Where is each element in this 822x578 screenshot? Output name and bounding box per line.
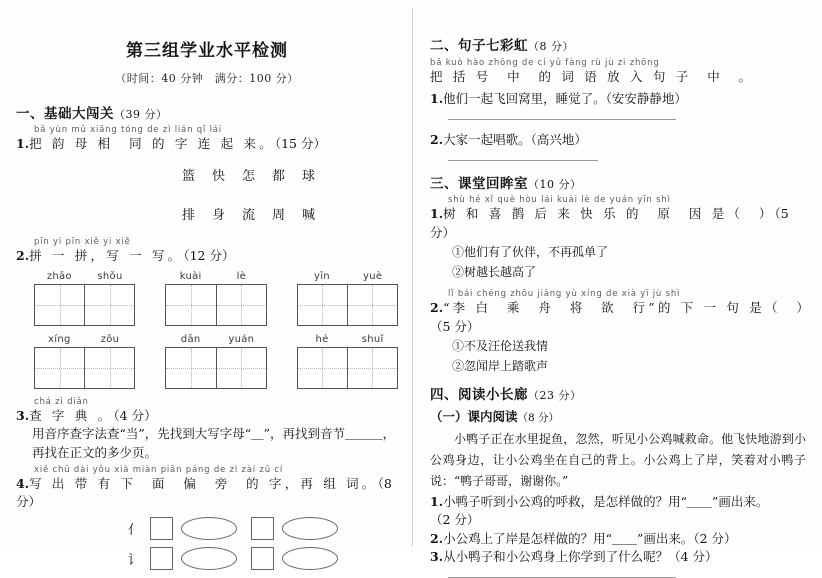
right-column xyxy=(412,0,822,564)
answer-line[interactable] xyxy=(448,160,598,161)
section-one-points: （39 分） xyxy=(114,108,168,121)
q2-pinyin: pīn yi pīn xiě yi xiě xyxy=(34,237,131,248)
section-three-title: 三、课堂回眸室 xyxy=(430,176,528,193)
section-one-heading xyxy=(16,102,398,122)
section-two-item-1 xyxy=(430,90,806,108)
writing-grid-row-1 xyxy=(34,271,398,326)
tianzi-cell[interactable] xyxy=(347,348,397,388)
item-points: （4 分） xyxy=(668,548,718,564)
q4-line xyxy=(16,475,398,511)
tianzi-cell[interactable] xyxy=(216,348,266,388)
radical-answer-block xyxy=(16,517,398,570)
writing-grid-1[interactable] xyxy=(34,271,135,326)
writing-grid-2[interactable] xyxy=(165,271,266,326)
writing-grid-1-labels xyxy=(34,271,135,284)
writing-grid-5-labels xyxy=(165,334,266,347)
reading-question-2 xyxy=(430,530,806,548)
syllable: lè xyxy=(236,271,247,283)
item-points: （2 分） xyxy=(430,512,480,528)
syllable: dān xyxy=(180,334,201,346)
tianzige[interactable] xyxy=(34,284,135,326)
section-three-points: （10 分） xyxy=(528,178,582,192)
q3-pinyin: chá zì diǎn xyxy=(34,397,89,408)
section-two-title: 二、句子七彩虹 xyxy=(430,38,528,54)
q3-number: 3. xyxy=(16,408,30,424)
page-subtitle: （时间：40 分钟 满分：100 分） xyxy=(115,72,299,85)
left-column xyxy=(0,0,412,568)
item-points: （2 分） xyxy=(693,530,737,546)
item-number: 2. xyxy=(430,132,444,148)
option-item[interactable]: ②树越长越高了 xyxy=(452,265,537,280)
q3-body-line-2: 再找在正文的多少页。 xyxy=(32,444,158,460)
character-box[interactable] xyxy=(251,547,274,570)
word-oval[interactable] xyxy=(181,547,237,570)
section-four-points: （23 分） xyxy=(528,389,582,403)
section-three-q1 xyxy=(430,205,806,241)
q4-number: 4. xyxy=(16,475,30,491)
item-text: 他们一起飞回窝里，睡觉了。（安安静静地） xyxy=(443,91,687,107)
item-text: 从小鸭子和小公鸡身上你学到了什么呢？ xyxy=(443,548,669,564)
tianzige[interactable] xyxy=(165,347,266,389)
radical-label-ren: 亻 xyxy=(127,522,141,538)
writing-grid-3-labels xyxy=(297,271,398,284)
tianzige[interactable] xyxy=(165,284,266,326)
tianzi-cell[interactable] xyxy=(84,285,134,325)
item-number: 1. xyxy=(430,206,444,222)
syllable: zǒu xyxy=(100,334,120,346)
item-text: 大家一起唱歌。（高兴地） xyxy=(443,132,587,148)
tianzi-cell[interactable] xyxy=(84,348,134,388)
section-three-heading xyxy=(430,172,806,192)
item-text[interactable]: 树 和 喜 鹊 后 来 快 乐 的 原 因 是（ ） xyxy=(443,206,775,222)
tianzige[interactable] xyxy=(297,347,398,389)
writing-grid-4-labels xyxy=(34,334,135,347)
q4-text: 写 出 带 有 下 面 偏 旁 的 字，再 组 词。 xyxy=(29,475,378,491)
writing-grid-3[interactable] xyxy=(297,271,398,326)
item-number: 1. xyxy=(430,494,444,510)
character-box[interactable] xyxy=(150,547,173,570)
option-item[interactable]: ①他们有了伙伴，不再孤单了 xyxy=(452,244,609,259)
word-oval[interactable] xyxy=(181,517,237,540)
item-points: （5 分） xyxy=(430,318,480,334)
answer-line[interactable] xyxy=(448,119,676,120)
section-two-pinyin: bǎ kuò hào zhōng de cí yǔ fàng rù jù zi zhōng xyxy=(430,58,660,68)
syllable: yuán xyxy=(228,334,255,346)
item-number: 2. xyxy=(430,300,444,316)
section-two-item-2 xyxy=(430,131,806,149)
rhyme-row-bottom[interactable]: 排身流周喊 xyxy=(181,208,332,224)
q1-line xyxy=(16,135,398,153)
syllable: zhāo xyxy=(46,271,72,283)
tianzi-cell[interactable] xyxy=(166,348,215,388)
writing-grid-block xyxy=(16,271,398,389)
section-two-prompt: 把 括 号 中 的 词 语 放 入 句 子 中 。 xyxy=(430,69,755,84)
section-four-heading xyxy=(430,383,806,403)
tianzige[interactable] xyxy=(34,347,135,389)
writing-grid-5[interactable] xyxy=(165,334,266,389)
page-title: 第三组学业水平检测 xyxy=(126,41,288,61)
section-three-q2-pinyin: lǐ bái chéng zhōu jiāng yù xíng de xià yī jù shì xyxy=(448,289,681,300)
section-two-heading xyxy=(430,34,806,54)
radical-label-yan: 讠 xyxy=(127,552,141,568)
q4-pinyin: xiě chū dài yǒu xià miàn piān páng de zì zài zǔ cí xyxy=(34,464,284,475)
item-points: （5 分） xyxy=(430,206,789,240)
section-four-sub-title: （一）课内阅读 xyxy=(430,409,518,425)
reading-question-3 xyxy=(430,548,806,566)
section-three-q1-pinyin: shù hé xǐ què hòu lái kuài lè de yuán yīn shì xyxy=(448,195,671,206)
q1-pinyin: bǎ yùn mǔ xiāng tóng de zì lián qǐ lái xyxy=(34,125,222,135)
q4-points: （8 分） xyxy=(16,475,392,509)
tianzige[interactable] xyxy=(297,284,398,326)
section-four-sub-points: （8 分） xyxy=(517,412,560,425)
q2-points: （12 分） xyxy=(183,248,235,264)
word-oval[interactable] xyxy=(282,547,338,570)
q1-number: 1. xyxy=(16,136,30,151)
tianzi-cell[interactable] xyxy=(347,285,397,325)
section-two-points: （8 分） xyxy=(528,40,574,53)
character-box[interactable] xyxy=(150,517,173,540)
q2-number: 2. xyxy=(16,248,30,264)
word-oval[interactable] xyxy=(282,517,338,540)
q3-body-line-1[interactable]: 用音序查字法查“当”，先找到大写字母“＿”，再找到音节＿＿＿， xyxy=(32,426,396,442)
q1-points: （15 分） xyxy=(274,136,326,151)
tianzi-cell[interactable] xyxy=(216,285,266,325)
syllable: shǒu xyxy=(97,271,123,283)
syllable: yuè xyxy=(363,271,383,283)
writing-grid-4[interactable] xyxy=(34,334,135,389)
writing-grid-row-2 xyxy=(34,334,398,389)
radical-row-ren xyxy=(126,517,398,540)
q3-line xyxy=(16,407,398,425)
syllable: kuài xyxy=(179,271,202,283)
tianzi-cell[interactable] xyxy=(166,285,215,325)
writing-grid-6[interactable] xyxy=(297,334,398,389)
tianzi-cell[interactable] xyxy=(35,348,84,388)
reading-question-1 xyxy=(430,493,806,529)
writing-grid-2-labels xyxy=(165,271,266,284)
syllable: xíng xyxy=(48,334,71,346)
tianzi-cell[interactable] xyxy=(35,285,84,325)
option-item[interactable]: ①不及汪伦送我情 xyxy=(452,338,549,353)
section-four-subheading xyxy=(430,407,806,425)
option-item[interactable]: ②忽闻岸上踏歌声 xyxy=(452,359,549,374)
q3-text: 查 字 典 。 xyxy=(29,408,114,424)
section-three-q2 xyxy=(430,299,813,335)
tianzi-cell[interactable] xyxy=(298,348,347,388)
item-number: 1. xyxy=(430,91,444,107)
section-four-title: 四、阅读小长廊 xyxy=(430,387,528,404)
rhyme-row-top[interactable]: 篮快怎都球 xyxy=(181,169,332,185)
syllable: hé xyxy=(315,334,329,346)
item-text[interactable]: 小鸭子听到小公鸡的呼救，是怎样做的？用“＿＿”画出来。 xyxy=(443,494,769,510)
q2-text: 拼 一 拼，写 一 写。 xyxy=(29,248,184,264)
radical-row-yan xyxy=(126,547,398,570)
tianzi-cell[interactable] xyxy=(298,285,347,325)
character-box[interactable] xyxy=(251,517,274,540)
writing-grid-6-labels xyxy=(297,334,398,347)
item-text[interactable]: 小公鸡上了岸是怎样做的？用“＿＿”画出来。 xyxy=(443,530,694,546)
section-one-title: 一、基础大闯关 xyxy=(16,106,114,122)
item-number: 3. xyxy=(430,548,444,564)
reading-passage: 小鸭子正在水里捉鱼，忽然，听见小公鸡喊救命。他飞快地游到小公鸡身边，让小公鸡坐在自己的背上。小公鸡上了岸，笑着对小鸭子说：“鸭子哥哥，谢谢你。” xyxy=(430,432,806,488)
item-text[interactable]: “李 白 乘 舟 将 欲 行”的 下 一 句 是（ ） xyxy=(443,300,813,316)
syllable: yīn xyxy=(314,271,330,283)
item-number: 2. xyxy=(430,530,444,546)
q1-text: 把 韵 母 相 同 的 字 连 起 来。 xyxy=(29,136,275,151)
syllable: shuǐ xyxy=(361,334,384,346)
q2-line xyxy=(16,247,398,265)
q3-points: （4 分） xyxy=(113,408,157,424)
